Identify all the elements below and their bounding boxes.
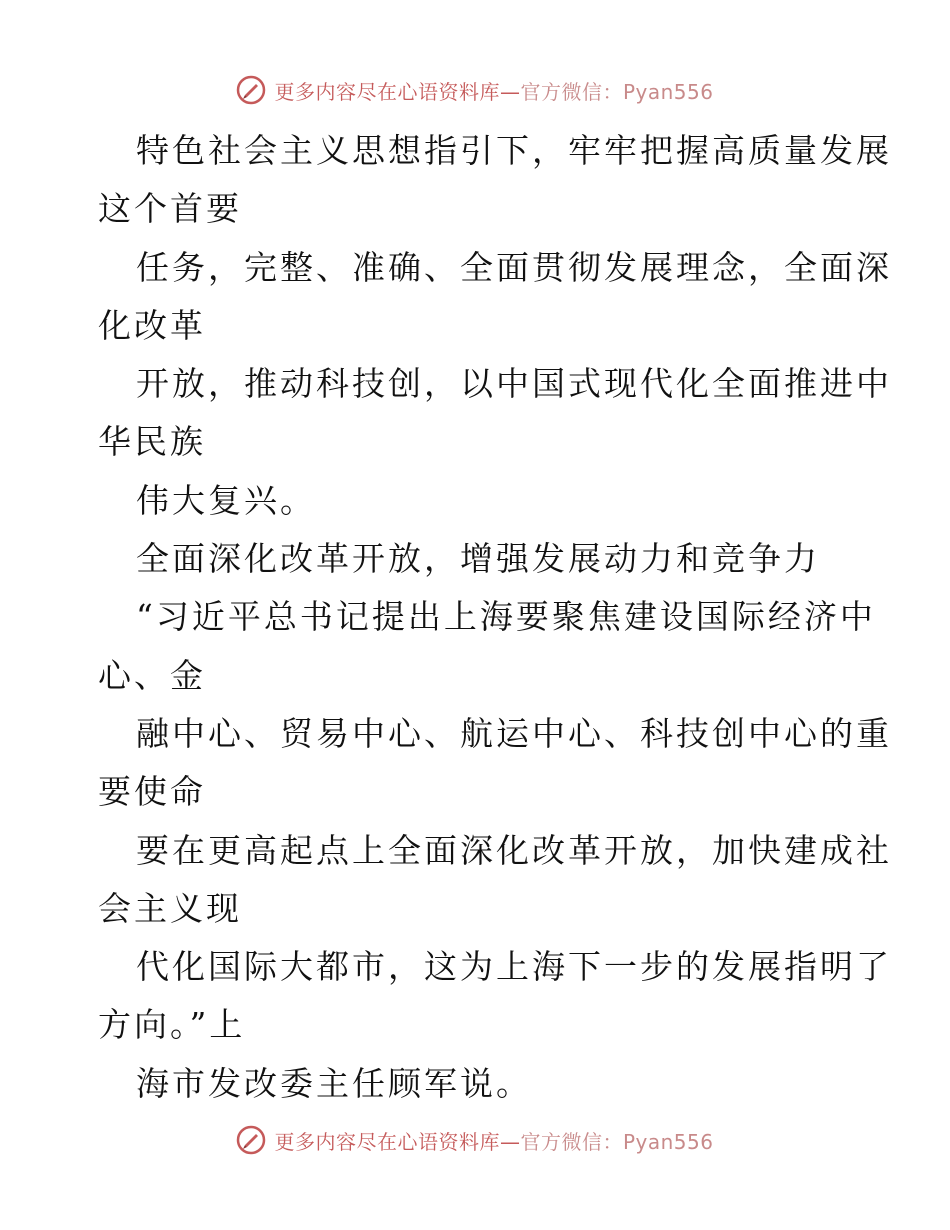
body-line: 海市发改委主任顾军说。 [136,1063,532,1103]
header-text [274,76,713,105]
logo-icon [236,75,266,105]
body-line: 伟大复兴。 [136,480,316,520]
body-line: 要在更高起点上全面深化改革开放，加快建成社 [136,830,892,870]
body-line: 化改革 [98,305,206,345]
footer-text [274,1126,713,1155]
document-body [98,122,892,1113]
body-line: “习近平总书记提出上海要聚焦建设国际经济中 [136,597,876,637]
footer-brand-text: 更多内容尽在心语资料库 [274,1129,500,1154]
body-line: 心、金 [98,655,206,695]
header-separator: — [499,79,521,104]
footer-separator: — [499,1129,521,1154]
logo-icon [236,1125,266,1155]
body-line: 开放，推动科技创，以中国式现代化全面推进中 [136,364,892,404]
footer-wechat-label: 官方微信：Pyan556 [520,1129,714,1154]
body-line: 融中心、贸易中心、航运中心、科技创中心的重 [136,713,892,753]
body-line: 任务，完整、准确、全面贯彻发展理念，全面深 [136,247,892,287]
body-line: 方向。”上 [98,1005,246,1045]
body-line: 全面深化改革开放，增强发展动力和竞争力 [136,539,820,579]
body-line: 华民族 [98,422,206,462]
body-line: 要使命 [98,772,206,812]
body-line: 特色社会主义思想指引下，牢牢把握高质量发展 [136,131,892,170]
body-line: 这个首要 [98,189,242,229]
header-brand-text: 更多内容尽在心语资料库 [274,79,500,104]
body-line: 会主义现 [98,888,242,928]
footer-watermark [0,1120,950,1160]
header-watermark [0,70,950,110]
header-wechat-label: 官方微信：Pyan556 [520,79,714,104]
body-line: 代化国际大都市，这为上海下一步的发展指明了 [136,947,892,987]
